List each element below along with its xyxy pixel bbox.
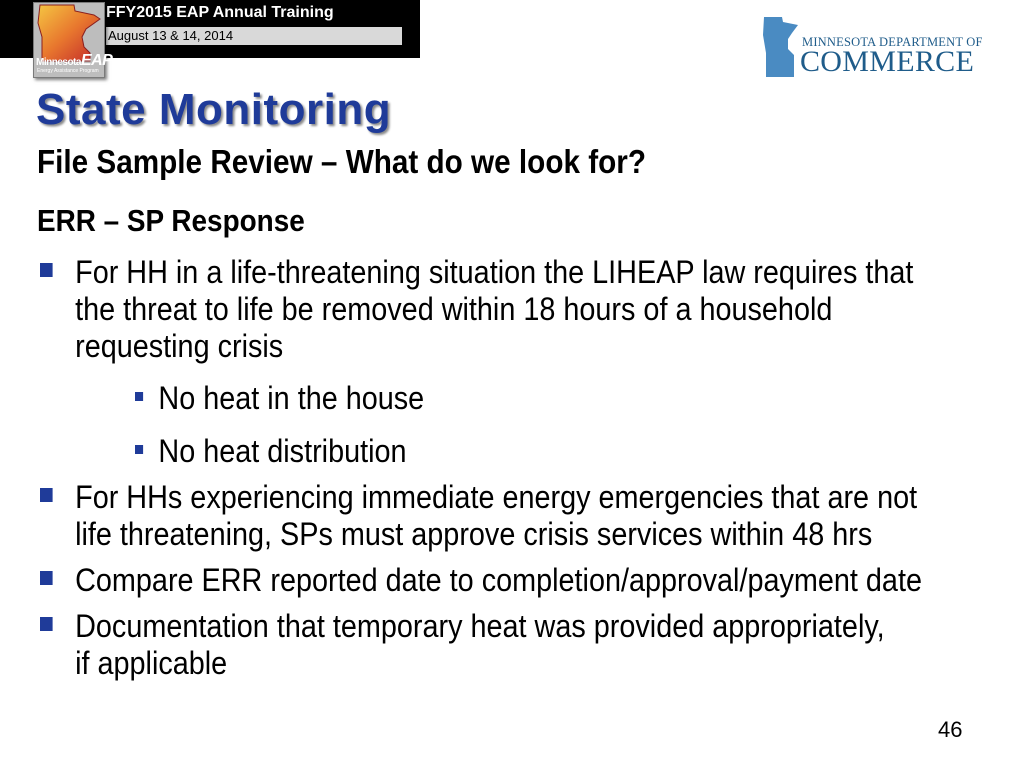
sub-bullet-text: No heat in the house <box>158 380 425 416</box>
page-number: 46 <box>938 717 963 742</box>
slide-subtitle: File Sample Review – What do we look for? <box>37 143 646 180</box>
bullet-text: Documentation that temporary heat was provided appropriately, if applicable <box>75 608 885 681</box>
banner-dates: August 13 & 14, 2014 <box>108 28 234 43</box>
commerce-logo-line1: MINNESOTA DEPARTMENT OF <box>802 35 983 49</box>
eap-logo-text: MinnesotaEAP <box>36 52 113 69</box>
minnesota-state-icon <box>762 15 802 81</box>
commerce-logo-line2: COMMERCE <box>800 45 975 78</box>
bullet-square-icon <box>40 488 53 502</box>
banner-title: FFY2015 EAP Annual Training <box>106 4 334 21</box>
bullet-text: For HH in a life-threatening situation the LIHEAP law requires that the threat to life be removed within 18 hours of a household requesting crisis <box>75 254 914 364</box>
slide-title: State Monitoring <box>36 85 392 134</box>
bullet-square-icon <box>40 263 53 277</box>
section-heading: ERR – SP Response <box>37 203 305 238</box>
banner-inner <box>102 3 405 45</box>
eap-logo-subtitle: Energy Assistance Program <box>37 68 99 74</box>
commerce-logo <box>762 15 990 81</box>
sub-bullet-square-icon <box>135 392 143 401</box>
banner-dates-box <box>106 27 402 45</box>
eap-logo <box>33 2 113 78</box>
sub-bullet-text: No heat distribution <box>158 433 407 469</box>
bullet-text: Compare ERR reported date to completion/approval/payment date <box>75 562 922 598</box>
bullet-square-icon <box>40 571 53 585</box>
sub-bullet-square-icon <box>135 445 143 454</box>
bullet-square-icon <box>40 617 53 631</box>
bullet-text: For HHs experiencing immediate energy emergencies that are not life threatening, SPs must approve crisis services within 48 hrs <box>75 479 918 552</box>
